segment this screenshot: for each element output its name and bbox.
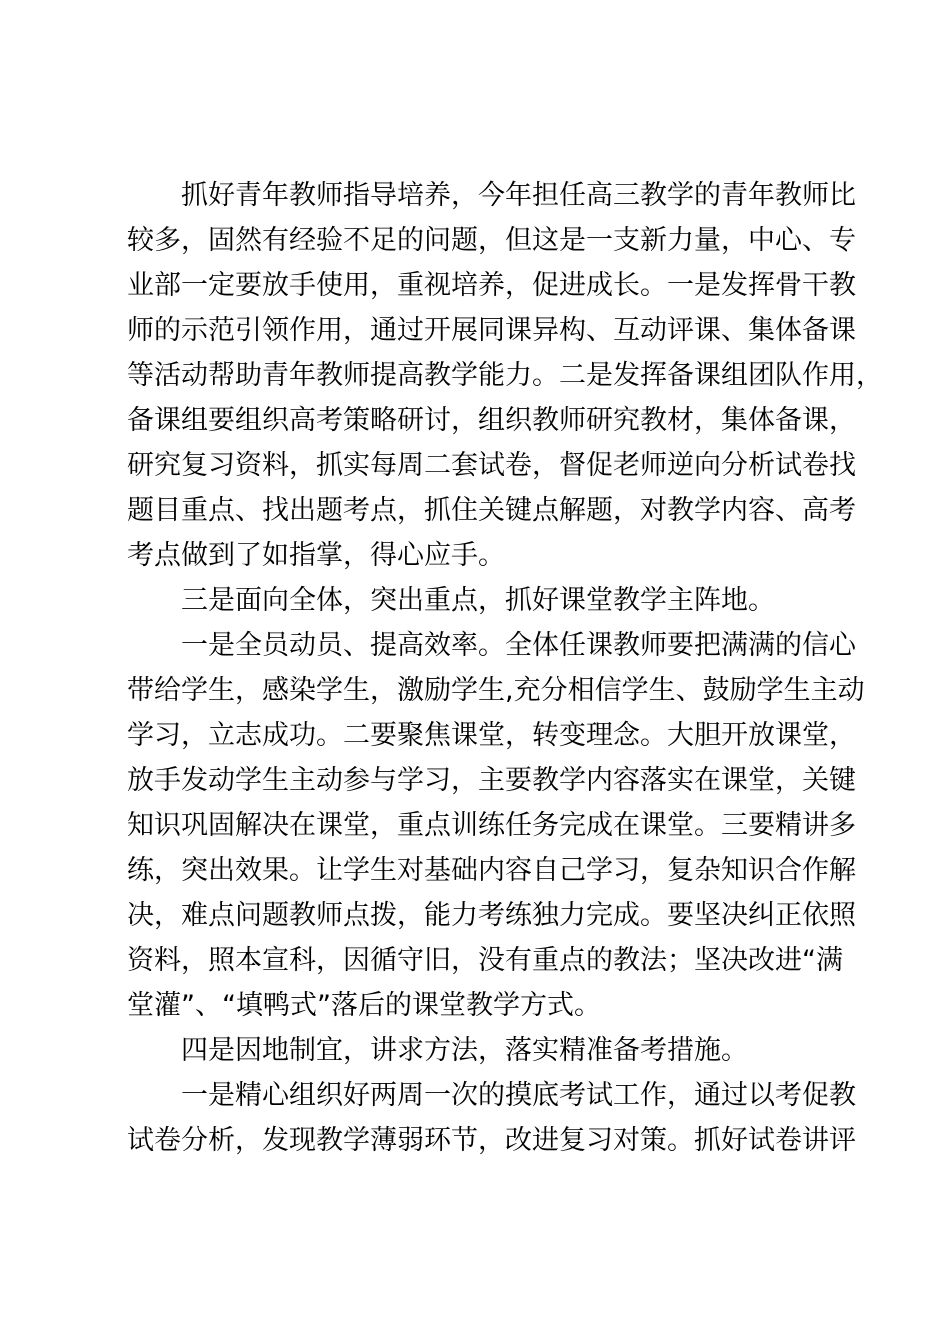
text-line: 资料，照本宣科，因循守旧，没有重点的教法；坚决改进“满	[127, 945, 843, 976]
text-line: 练，突出效果。让学生对基础内容自己学习，复杂知识合作解	[127, 855, 856, 886]
text-line: 抓好青年教师指导培养，今年担任高三教学的青年教师比	[181, 180, 856, 211]
text-line: 学习，立志成功。二要聚焦课堂，转变理念。大胆开放课堂，	[127, 720, 856, 751]
text-line: 师的示范引领作用，通过开展同课异构、互动评课、集体备课	[127, 315, 856, 346]
text-line: 题目重点、找出题考点，抓住关键点解题，对教学内容、高考	[127, 495, 856, 526]
text-line: 等活动帮助青年教师提高教学能力。二是发挥备课组团队作用，	[127, 360, 883, 391]
text-line: 考点做到了如指掌，得心应手。	[127, 540, 505, 571]
text-line: 决，难点问题教师点拨，能力考练独力完成。要坚决纠正依照	[127, 900, 856, 931]
text-line: 带给学生，感染学生，激励学生,充分相信学生、鼓励学生主动	[127, 675, 865, 706]
section-heading: 四是因地制宜，讲求方法，落实精准备考措施。	[181, 1035, 748, 1066]
text-line: 知识巩固解决在课堂，重点训练任务完成在课堂。三要精讲多	[127, 810, 856, 841]
text-line: 备课组要组织高考策略研讨，组织教师研究教材，集体备课，	[127, 405, 856, 436]
text-line: 较多，固然有经验不足的问题，但这是一支新力量，中心、专	[127, 225, 856, 256]
text-line: 一是精心组织好两周一次的摸底考试工作，通过以考促教	[181, 1080, 856, 1111]
section-heading: 三是面向全体，突出重点，抓好课堂教学主阵地。	[181, 585, 775, 616]
text-line: 研究复习资料，抓实每周二套试卷，督促老师逆向分析试卷找	[127, 450, 856, 481]
text-line: 业部一定要放手使用，重视培养，促进成长。一是发挥骨干教	[127, 270, 856, 301]
text-line: 放手发动学生主动参与学习，主要教学内容落实在课堂，关键	[127, 765, 856, 796]
text-line: 一是全员动员、提高效率。全体任课教师要把满满的信心	[181, 630, 856, 661]
text-line: 试卷分析，发现教学薄弱环节，改进复习对策。抓好试卷讲评	[127, 1125, 856, 1156]
text-line: 堂灌”、“填鸭式”落后的课堂教学方式。	[127, 990, 601, 1021]
